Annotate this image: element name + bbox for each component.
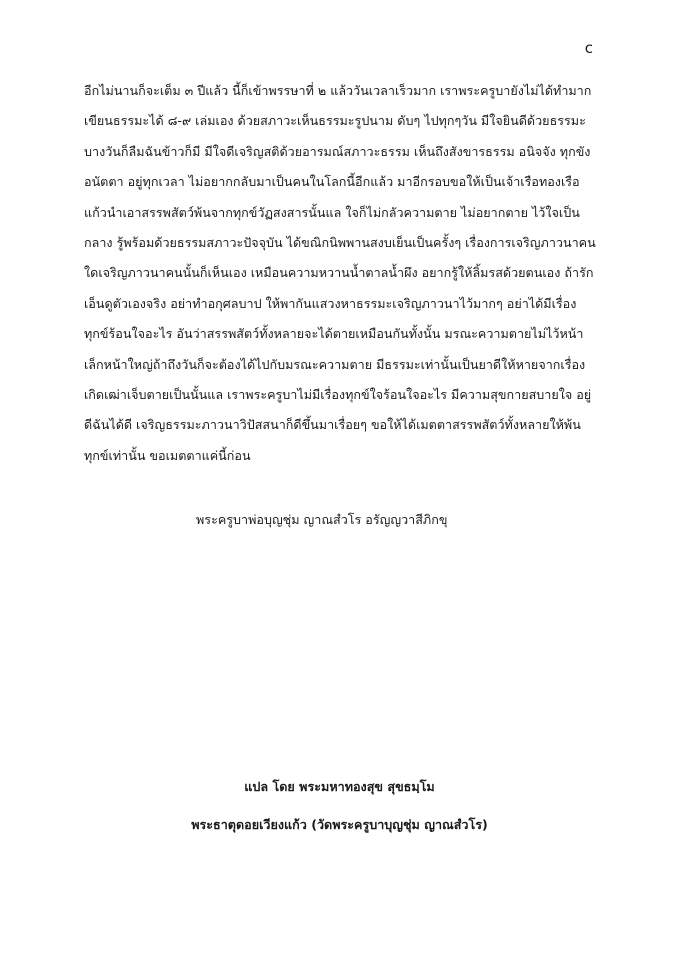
body-paragraph bbox=[84, 76, 616, 471]
body-line: อนัตตา อยู่ทุกเวลา ไม่อยากกลับมาเป็นคนในโลกนี้อีกแล้ว มาอีกรอบขอให้เป็นเจ้าเรือทองเรือ bbox=[84, 174, 580, 190]
body-line: เกิดเฒ่าเจ็บตายเป็นนั้นแล เราพระครูบาไม่มีเรื่องทุกข์ใจร้อนใจอะไร มีความสุขกายสบายใจ อยู่ bbox=[84, 387, 592, 403]
body-line: กลาง รู้พร้อมด้วยธรรมสภาวะปัจจุบัน ได้ขณิกนิพพานสงบเย็นเป็นครั้งๆ เรื่องการเจริญภาวนาคน bbox=[84, 235, 596, 251]
body-line: ดีฉันได้ดี เจริญธรรมะภาวนาวิปัสสนาก็ดีขึ้นมาเรื่อยๆ ขอให้ได้เมตตาสรรพสัตว์ทั้งหลายให้พ้น bbox=[84, 417, 581, 433]
body-line: ทุกข์ร้อนใจอะไร อันว่าสรรพสัตว์ทั้งหลายจะได้ตายเหมือนกันทั้งนั้น มรณะความตายไม่ไว้หน้า bbox=[84, 326, 584, 342]
author-signature: พระครูบาพ่อบุญชุ่ม ญาณสํวโร อรัญญวาสีภิกขุ bbox=[196, 512, 448, 527]
temple-location: พระธาตุดอยเวียงแก้ว (วัดพระครูบาบุญชุ่ม ญาณสํวโร) bbox=[191, 817, 488, 832]
translator-credit: แปล โดย พระมหาทองสุข สุขธมฺโม bbox=[244, 779, 435, 794]
page-number: c bbox=[584, 39, 593, 57]
body-line: เขียนธรรมะได้ ๘-๙ เล่มเอง ด้วยสภาวะเห็นธรรมะรูปนาม ดับๆ ไปทุกๆวัน มีใจยินดีด้วยธรรมะ bbox=[84, 113, 586, 129]
body-line: อีกไม่นานก็จะเต็ม ๓ ปีแล้ว นี้ก็เข้าพรรษาที่ ๒ แล้ววันเวลาเร็วมาก เราพระครูบายังไม่ได้ทำมาก bbox=[84, 83, 592, 98]
body-line: ใดเจริญภาวนาคนนั้นก็เห็นเอง เหมือนความหวานน้ำตาลน้ำผึง อยากรู้ให้ลิ้มรสด้วยตนเอง ถ้ารัก bbox=[84, 265, 594, 281]
body-line: บางวันก็ลืมฉันข้าวก็มี มีใจดีเจริญสติด้วยอารมณ์สภาวะธรรม เห็นถึงสังขารธรรม อนิจจัง ทุกขัง bbox=[84, 143, 591, 159]
body-line: ทุกข์เท่านั้น ขอเมตตาแค่นี้ก่อน bbox=[84, 447, 251, 463]
body-line: แก้วนำเอาสรรพสัตว์พ้นจากทุกข์วัฏสงสารนั้นแล ใจก็ไม่กลัวความตาย ไม่อยากตาย ไว้ใจเป็น bbox=[84, 204, 580, 220]
body-line: เอ็นดูตัวเองจริง อย่าทำอกุศลบาป ให้พากันแสวงหาธรรมะเจริญภาวนาไว้มากๆ อย่าได้มีเรื่อง bbox=[84, 295, 577, 311]
body-line: เล็กหน้าใหญ่ถ้าถึงวันก็จะต้องได้ไปกับมรณะความตาย มีธรรมะเท่านั้นเป็นยาดีให้หายจากเรื่อง bbox=[84, 356, 586, 372]
